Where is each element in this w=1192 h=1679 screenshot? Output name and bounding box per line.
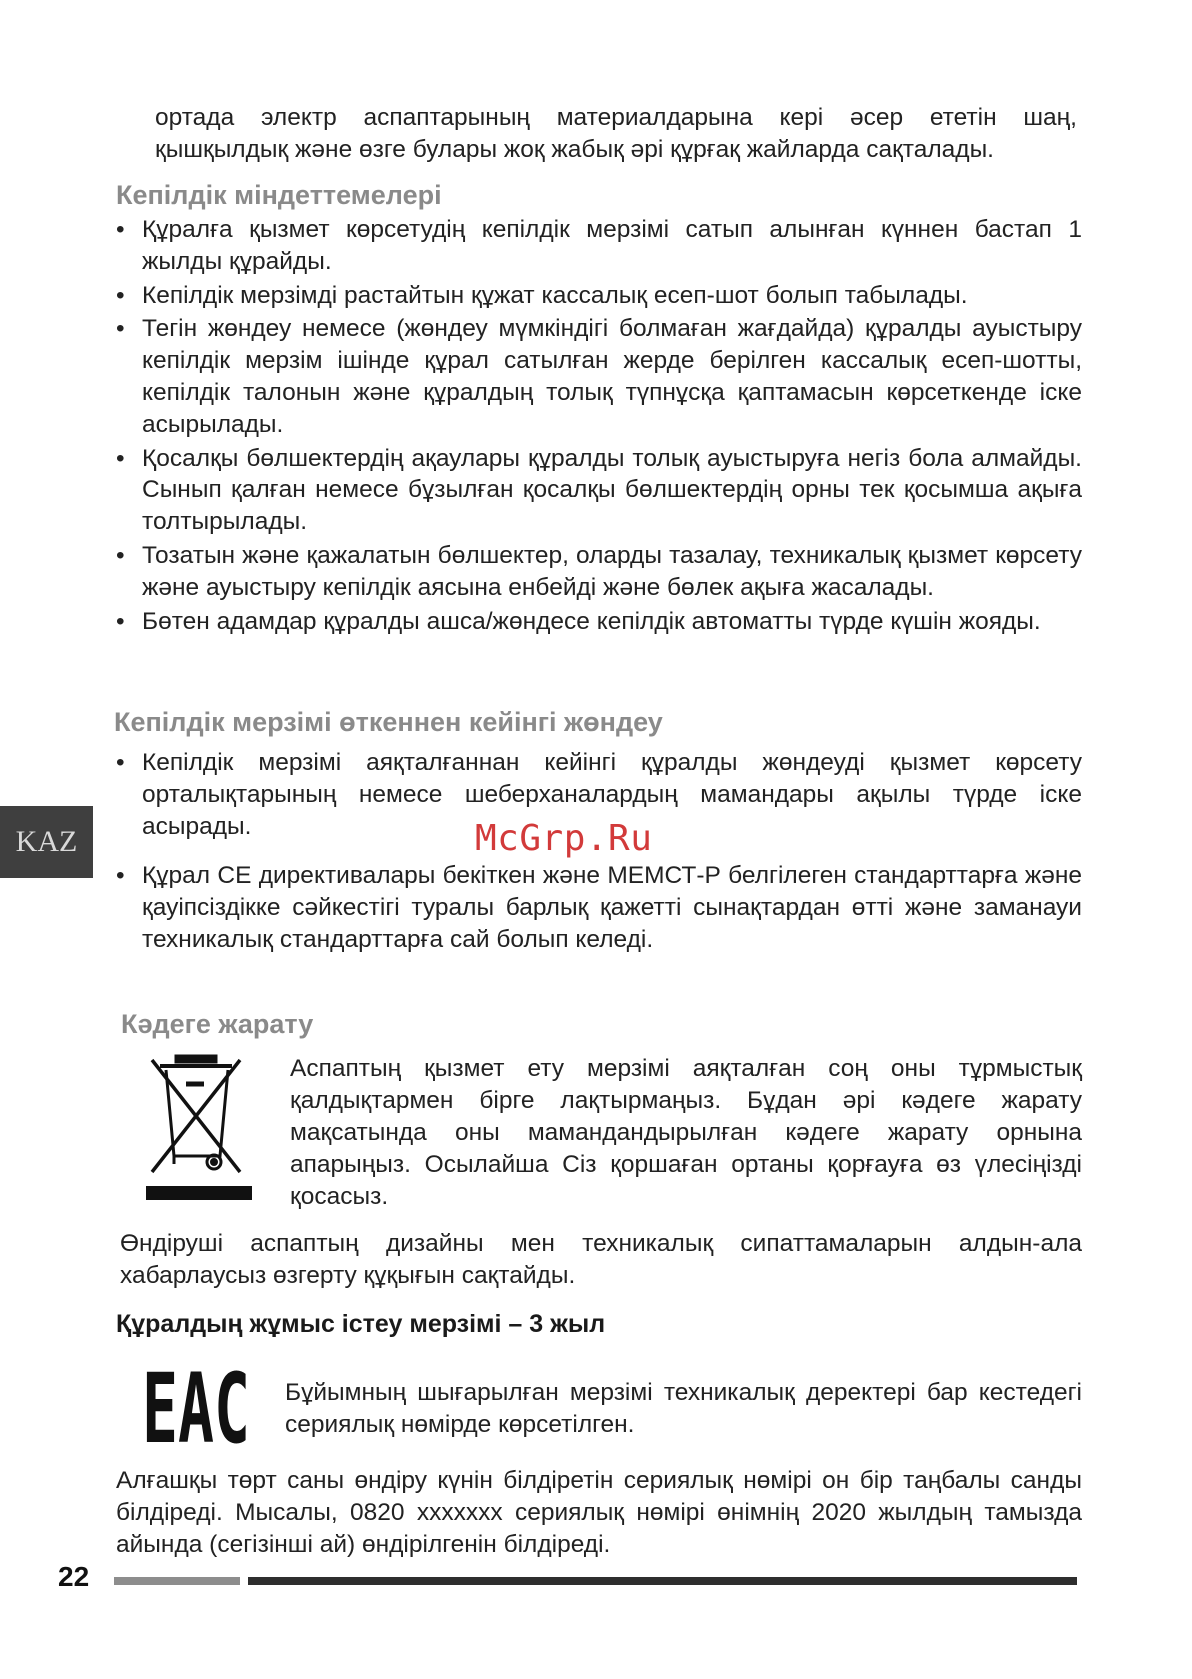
list-item: • Кепілдік мерзімді растайтын құжат кассалық есеп-шот болып табылады. [116,280,1082,312]
post-warranty-heading: Кепілдік мерзімі өткеннен кейінгі жөндеу [114,707,663,737]
language-tab: KAZ [0,806,93,878]
serial-format-text: Алғашқы төрт саны өндіру күнін білдіретін сериялық нөмірі он бір таңбалы санды білдіреді. Мысалы, 0820 xxxxxxx сериялық нөмірі өнімнің 2020 жылдың тамызда айында (сегізінші ай) өндірілгенін білдіреді. [116,1467,1082,1558]
disposal-text: Аспаптың қызмет ету мерзімі аяқталған соң оны тұрмыстық қалдықтармен бірге лақтырмаңыз. Бұдан әрі кәдеге жарату мақсатында оны мамандандырылған кәдеге жарату орнына апарыңыз. Осылайша Сіз қоршаған ортаны қорғауға өз үлесіңізді қосасыз. [290,1055,1082,1210]
list-item: • Құрал CE директивалары бекіткен және МЕМСТ-Р белгілеген стандарттарға және қауіпсіздікке сәйкестігі туралы барлық қажетті сынақтардан өтті және заманауи техникалық стандарттарға сай болып келеді. [116,860,1082,955]
disposal-heading: Кәдеге жарату [121,1009,314,1039]
storage-continuation-text: ортада электр аспаптарының материалдарына кері әсер ететін шаң, қышқылдық және өзге булары жоқ жабық әрі құрғақ жайларда сақталады. [155,104,1077,163]
eac-mark-icon [140,1353,252,1465]
list-item: • Бөтен адамдар құралды ашса/жөндесе кепілдік автоматты түрде күшін жояды. [116,606,1082,638]
manufacturer-note: Өндіруші аспаптың дизайны мен техникалық сипаттамаларын алдын-ала хабарлаусыз өзгерту құқығын сақтайды. [120,1230,1082,1289]
serial-info-text: Бұйымның шығарылған мерзімі техникалық деректері бар кестедегі сериялық нөмірде көрсетілген. [285,1379,1082,1438]
watermark: McGrp.Ru [475,818,653,859]
service-life-text: Құралдың жұмыс істеу мерзімі – 3 жыл [116,1310,606,1338]
list-item: • Қосалқы бөлшектердің ақаулары құралды толық ауыстыруға негіз бола алмайды. Сынып қалған немесе бұзылған қосалқы бөлшектердің орны тек қосымша ақыға толтырылады. [116,443,1082,538]
page-number: 22 [58,1561,90,1592]
crossed-out-wheelie-bin-icon [146,1050,256,1202]
footer-rule-light [114,1577,240,1585]
warranty-list [116,214,1082,639]
list-item: • Тегін жөндеу немесе (жөндеу мүмкіндігі болмаған жағдайда) құралды ауыстыру кепілдік мерзім ішінде құрал сатылған жерде берілген кассалық есеп-шотты, кепілдік талонын және құралдың толық түпнұсқа қаптамасын көрсеткенде іске асырылады. [116,313,1082,440]
eac-logo-text: EAC [142,1353,250,1465]
warranty-heading: Кепілдік міндеттемелері [116,180,442,210]
list-item: • Құралға қызмет көрсетудің кепілдік мерзімі сатып алынған күннен бастап 1 жылды құрайды. [116,214,1082,278]
list-item: • Тозатын және қажалатын бөлшектер, оларды тазалау, техникалық қызмет көрсету және ауыстыру кепілдік аясына енбейді және бөлек ақыға жасалады. [116,540,1082,604]
footer-rule-dark [248,1577,1077,1585]
list-item: • Кепілдік мерзімі аяқталғаннан кейінгі құралды жөндеуді қызмет көрсету орталықтарының немесе шеберханалардың мамандары ақылы түрде іске асырады. [116,747,1082,842]
